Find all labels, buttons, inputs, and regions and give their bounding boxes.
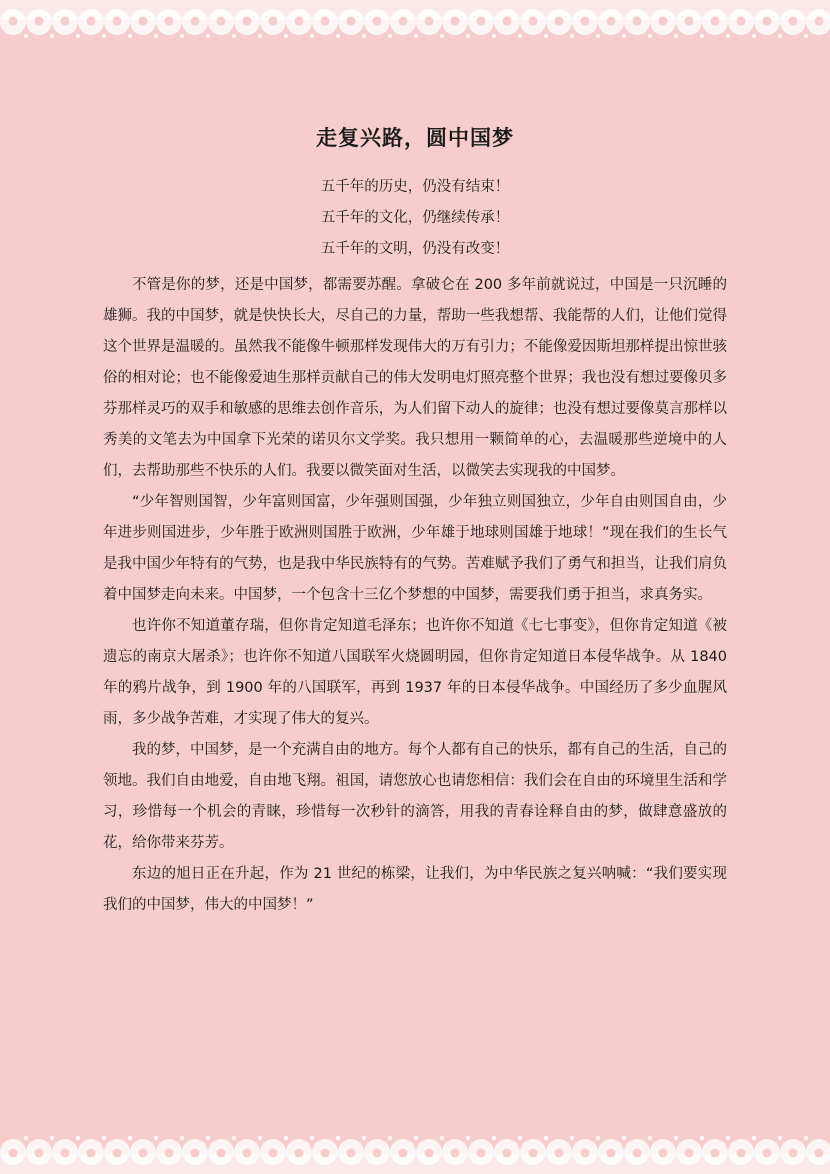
poem-line: 五千年的文化，仍继续传承！ [320,210,510,226]
paragraph: 东边的旭日正在升起，作为 21 世纪的栋梁，让我们，为中华民族之复兴呐喊：“我们要实现我们的中国梦，伟大的中国梦！” [103,866,727,913]
page-title: 走复兴路，圆中国梦 [316,126,514,150]
paragraph: 不管是你的梦，还是中国梦，都需要苏醒。拿破仑在 200 多年前就说过，中国是一只沉睡的雄狮。我的中国梦，就是快快长大，尽自己的力量，帮助一些我想帮、我能帮的人们，让他们觉得这个世界是温暖的。虽然我不能像牛顿那样发现伟大的万有引力；不能像爱因斯坦那样提出惊世骇俗的相对论；也不能像爱迪生那样贡献自己的伟大发明电灯照亮整个世界；我也没有想过要像贝多芬那样灵巧的双手和敏感的思维去创作音乐，为人们留下动人的旋律；也没有想过要像莫言那样以秀美的文笔去为中国拿下光荣的诺贝尔文学奖。我只想用一颗简单的心，去温暖那些逆境中的人们，去帮助那些不快乐的人们。我要以微笑面对生活，以微笑去实现我的中国梦。 [103,277,727,479]
lace-border-bottom [0,1126,830,1174]
paragraph: 也许你不知道董存瑞，但你肯定知道毛泽东；也许你不知道《七七事变》，但你肯定知道《被遗忘的南京大屠杀》；也许你不知道八国联军火烧圆明园，但你肯定知道日本侵华战争。从 1840 年的鸦片战争，到 1900 年的八国联军，再到 1937 年的日本侵华战争。中国经历了多少血腥风雨，多少战争苦难，才实现了伟大的复兴。 [103,618,727,727]
poem-line: 五千年的文明，仍没有改变！ [320,241,510,257]
opening-poem [0,172,830,265]
paragraph: 我的梦，中国梦，是一个充满自由的地方。每个人都有自己的快乐，都有自己的生活，自己的领地。我们自由地爱，自由地飞翔。祖国，请您放心也请您相信：我们会在自由的环境里生活和学习，珍惜每一个机会的青睐，珍惜每一次秒针的滴答，用我的青春诠释自由的梦，做肆意盛放的花，给你带来芬芳。 [103,742,727,851]
paragraph: “少年智则国智，少年富则国富，少年强则国强，少年独立则国独立，少年自由则国自由，少年进步则国进步，少年胜于欧洲则国胜于欧洲，少年雄于地球则国雄于地球！”现在我们的生长气是我中国少年特有的气势，也是我中华民族特有的气势。苦难赋予我们了勇气和担当，让我们肩负着中国梦走向未来。中国梦，一个包含十三亿个梦想的中国梦，需要我们勇于担当，求真务实。 [103,494,727,603]
poem-line: 五千年的历史，仍没有结束！ [320,179,510,195]
essay-body [103,270,727,921]
